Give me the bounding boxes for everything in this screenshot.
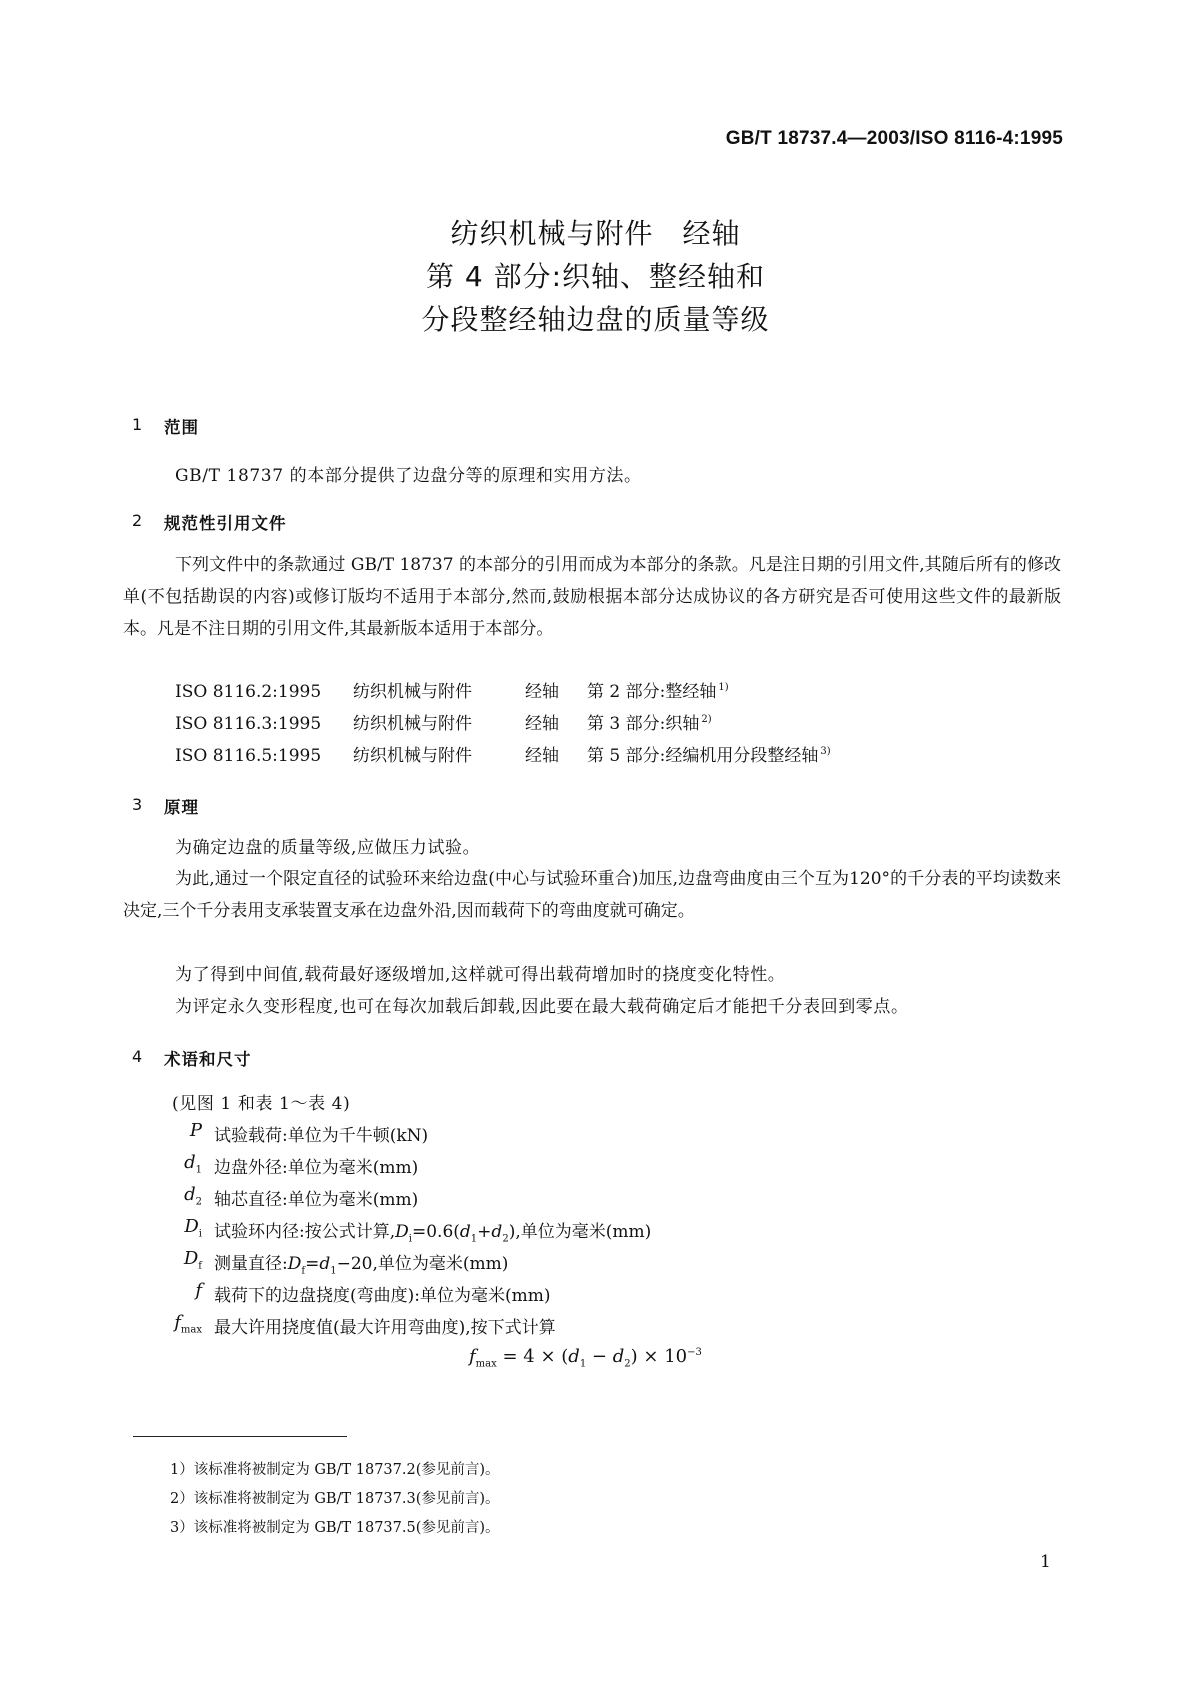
- principle-paragraph-1: 为确定边盘的质量等级,应做压力试验。: [175, 838, 481, 858]
- footnote-marker: 2): [701, 714, 712, 725]
- term-symbol: $D_f$: [183, 1248, 202, 1272]
- term-definition: 试验环内径:按公式计算$,D_i=0.6(d_1+d_2)$,单位为毫米(mm): [214, 1222, 652, 1245]
- section-2-title: 规范性引用文件: [164, 514, 287, 533]
- term-definition: 最大许用挠度值(最大许用弯曲度),按下式计算: [214, 1318, 556, 1338]
- term-definition: 试验载荷:单位为千牛顿(kN): [214, 1126, 429, 1146]
- footnote-3: 3）该标准将被制定为 GB/T 18737.5(参见前言)。: [170, 1520, 500, 1536]
- section-1-number: 1: [132, 415, 143, 434]
- title-line-2: 第 4 部分:织轴、整经轴和: [425, 260, 766, 293]
- section-1-title: 范围: [164, 418, 199, 437]
- section-3-title: 原理: [164, 798, 199, 817]
- principle-paragraph-4: 为评定永久变形程度,也可在每次加载后卸载,因此要在最大载荷确定后才能把千分表回到零点。: [175, 997, 909, 1017]
- footnote-1: 1）该标准将被制定为 GB/T 18737.2(参见前言)。: [170, 1462, 500, 1478]
- section-4-number: 4: [132, 1047, 143, 1066]
- principle-paragraph-3: 为了得到中间值,载荷最好逐级增加,这样就可得出载荷增加时的挠度变化特性。: [175, 965, 786, 985]
- term-symbol: $d_1$: [184, 1152, 202, 1176]
- reference-part: 第 5 部分:经编机用分段整经轴: [587, 746, 819, 766]
- section-3-number: 3: [132, 795, 143, 814]
- title-line-3: 分段整经轴边盘的质量等级: [421, 303, 770, 336]
- reference-subtitle: 经轴: [525, 746, 559, 766]
- title-line-1: 纺织机械与附件 经轴: [450, 217, 741, 250]
- page-number: 1: [1040, 1552, 1051, 1572]
- footnote-marker: 3): [820, 746, 831, 757]
- reference-row: [175, 741, 831, 766]
- footnote-2: 2）该标准将被制定为 GB/T 18737.3(参见前言)。: [170, 1491, 500, 1507]
- reference-part: 第 2 部分:整经轴: [587, 682, 717, 702]
- term-symbol: $d_2$: [184, 1184, 202, 1208]
- term-definition: 轴芯直径:单位为毫米(mm): [214, 1190, 419, 1210]
- scope-text: GB/T 18737 的本部分提供了边盘分等的原理和实用方法。: [175, 466, 642, 486]
- reference-title: 纺织机械与附件: [353, 746, 472, 766]
- reference-code: ISO 8116.3:1995: [175, 714, 322, 734]
- reference-code: ISO 8116.2:1995: [175, 682, 322, 702]
- footnote-marker: 1): [718, 682, 729, 693]
- reference-part: 第 3 部分:织轴: [587, 714, 700, 734]
- reference-title: 纺织机械与附件: [353, 682, 472, 702]
- reference-subtitle: 经轴: [525, 682, 559, 702]
- term-definition: 载荷下的边盘挠度(弯曲度):单位为毫米(mm): [214, 1286, 551, 1306]
- reference-row: [175, 709, 712, 734]
- reference-code: ISO 8116.5:1995: [175, 746, 322, 766]
- standard-code: GB/T 18737.4—2003/ISO 8116-4:1995: [725, 128, 1063, 149]
- reference-subtitle: 经轴: [525, 714, 559, 734]
- terms-intro: (见图 1 和表 1～表 4): [172, 1094, 351, 1114]
- term-definition: 测量直径$:D_f=d_1-20$,单位为毫米(mm): [214, 1254, 509, 1277]
- footnote-divider: [133, 1436, 347, 1437]
- principle-paragraph-2: 为此,通过一个限定直径的试验环来给边盘(中心与试验环重合)加压,边盘弯曲度由三个互为120°的千分表的平均读数来决定,三个千分表用支承装置支承在边盘外沿,因而载荷下的弯曲度就可确定。: [123, 869, 1061, 921]
- term-symbol: P: [189, 1120, 202, 1141]
- term-symbol: f: [195, 1280, 202, 1301]
- fmax-formula: $f_{max} = 4 \times (d_1 - d_2) \times 10^{-3}$: [469, 1346, 702, 1370]
- term-definition: 边盘外径:单位为毫米(mm): [214, 1158, 419, 1178]
- reference-title: 纺织机械与附件: [353, 714, 472, 734]
- term-symbol: $D_i$: [184, 1216, 202, 1240]
- section-2-number: 2: [132, 511, 143, 530]
- section-4-title: 术语和尺寸: [164, 1050, 252, 1069]
- reference-row: [175, 677, 729, 702]
- normative-text: 下列文件中的条款通过 GB/T 18737 的本部分的引用而成为本部分的条款。凡是注日期的引用文件,其随后所有的修改单(不包括勘误的内容)或修订版均不适用于本部分,然而,鼓励根据本部分达成协议的各方研究是否可使用这些文件的最新版本。凡是不注日期的引用文件,其最新版本适用于本部分。: [123, 555, 1061, 639]
- term-symbol: $f_{max}$: [174, 1312, 202, 1336]
